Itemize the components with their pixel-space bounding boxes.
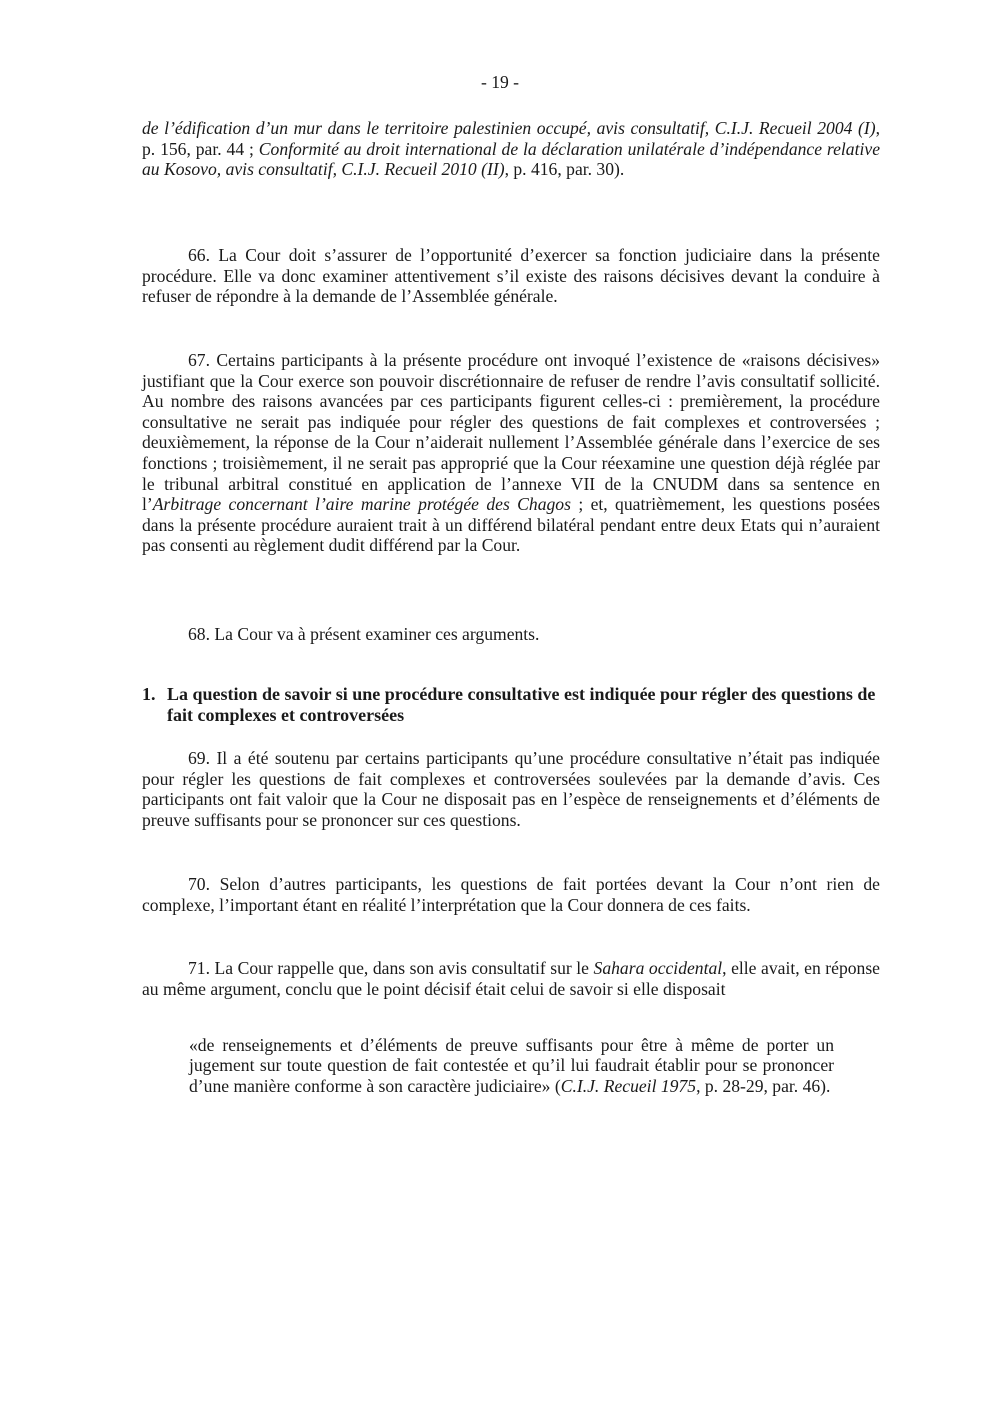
carryover-citation: [142, 118, 880, 180]
paragraph-71-italic: Sahara occidental: [593, 958, 723, 978]
section-heading-text: La question de savoir si une procédure consultative est indiquée pour régler des questions de fait complexes et controversées: [167, 684, 876, 725]
block-quote: [189, 1017, 834, 1114]
paragraph-67: [142, 350, 880, 556]
page-number: - 19 -: [480, 72, 520, 92]
paragraph-70-text: 70. Selon d’autres participants, les questions de fait portées devant la Cour n’ont rien de complexe, l’important étant en réalité l’interprétation que la Cour donnera de ces faits.: [142, 874, 880, 915]
paragraph-69: [142, 748, 880, 830]
quote-text-2: , p. 28-29, par. 46).: [696, 1075, 831, 1096]
section-heading: [142, 684, 887, 726]
paragraph-70: [142, 874, 880, 915]
carryover-text-1: , p. 156, par. 44 ;: [142, 118, 880, 159]
paragraph-66-text: 66. La Cour doit s’assurer de l’opportunité d’exercer sa fonction judiciaire dans la présente procédure. Elle va donc examiner attentivement s’il existe des raisons décisives devant la conduire à refuser de répondre à la demande de l’Assemblée générale.: [142, 245, 880, 307]
carryover-italic-1: de l’édification d’un mur dans le territoire palestinien occupé, avis consultatif, C.I.J. Recueil 2004 (I): [142, 118, 876, 138]
quote-italic: C.I.J. Recueil 1975: [560, 1075, 697, 1096]
quote-text-1: «de renseignements et d’éléments de preuve suffisants pour être à même de porter un jugement sur toute question de fait contestée et qu’il lui faudrait établir pour se prononcer d’une manière conforme à son caractère judiciaire» (: [189, 1034, 834, 1096]
paragraph-71: [142, 958, 880, 999]
section-heading-number: 1.: [142, 684, 156, 704]
paragraph-71-text-1: 71. La Cour rappelle que, dans son avis consultatif sur le: [188, 958, 594, 978]
paragraph-68: [142, 624, 880, 645]
paragraph-69-text: 69. Il a été soutenu par certains participants qu’une procédure consultative n’était pas indiquée pour régler les questions de fait complexes et controversées soulevées par la demande d’avis. Ces participants ont fait valoir que la Cour ne disposait pas en l’espèce de renseignements et d’éléments de preuve suffisants pour se prononcer sur ces questions.: [142, 748, 880, 830]
paragraph-66: [142, 245, 880, 307]
carryover-italic-2: Conformité au droit international de la déclaration unilatérale d’indépendance relative au Kosovo, avis consultatif, C.I.J. Recueil 2010 (II): [142, 138, 880, 180]
paragraph-67-text-1: 67. Certains participants à la présente procédure ont invoqué l’existence de «raisons décisives» justifiant que la Cour exerce son pouvoir discrétionnaire de refuser de rendre l’avis consultatif sollicité. Au nombre des raisons avancées par ces participants figurent celles-ci : premièrement, la procédure consultative ne serait pas indiquée pour régler des questions de fait complexes et controversées ; deuxièmement, la réponse de la Cour n’aiderait nullement l’Assemblée générale dans l’exercice de ses fonctions ; troisièmement, il ne serait pas approprié que la Cour réexamine une question déjà réglée par le tribunal arbitral constitué en application de l’annexe VII de la CNUDM dans sa sentence en l’: [142, 350, 880, 515]
paragraph-67-italic: Arbitrage concernant l’aire marine protégée des Chagos: [152, 494, 571, 515]
carryover-text-2: , p. 416, par. 30).: [504, 159, 625, 180]
paragraph-67-text-2: ; et, quatrièmement, les questions posées dans la présente procédure auraient trait à un différend bilatéral pendant entre deux Etats qui n’auraient pas consenti au règlement dudit différend par la Cour.: [142, 494, 880, 556]
paragraph-68-text: 68. La Cour va à présent examiner ces arguments.: [188, 624, 540, 644]
paragraph-71-text-2: , elle avait, en réponse au même argument, conclu que le point décisif était celui de savoir si elle disposait: [142, 958, 880, 999]
